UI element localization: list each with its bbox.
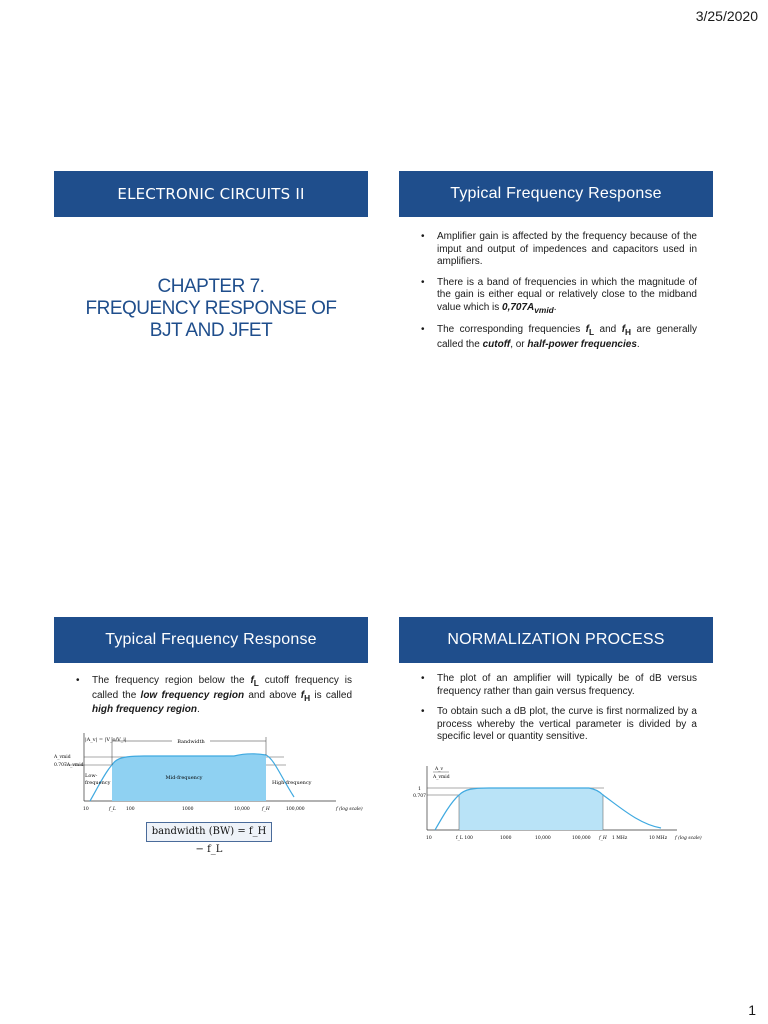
- slide-normalization: [399, 617, 713, 853]
- normalized-response-figure: [399, 760, 713, 844]
- bullet-list: [76, 675, 352, 725]
- passband-fill: [459, 788, 603, 830]
- bandwidth-label: Bandwidth: [177, 739, 205, 745]
- y-axis-label: |A_v| = |V_o/V_i|: [85, 737, 127, 743]
- x-tick-label: 100,000: [572, 836, 591, 841]
- page-number: 1: [748, 1002, 756, 1018]
- x-tick-label: 1 MHz: [612, 836, 628, 841]
- bullet-item: • To obtain such a dB plot, the curve is first normalized by a process whereby the vertical parameter is divided by a specific level or quantity sensitive.: [421, 706, 697, 742]
- x-tick-label: f_L: [109, 807, 116, 812]
- slide-typical-response-1: [399, 171, 713, 407]
- bullet-list: [421, 231, 697, 359]
- slide-typical-response-2: [54, 617, 368, 853]
- x-tick-label: 10,000: [234, 807, 250, 812]
- frequency-response-figure: [54, 727, 368, 817]
- low-frequency-label: frequency: [85, 780, 111, 786]
- slide-header: Typical Frequency Response: [399, 171, 713, 217]
- date-stamp: 3/25/2020: [695, 8, 758, 24]
- bullet-item: • The corresponding frequencies $f_L$ and $f_H$ are generally called the cutoff, or half-power frequencies.: [421, 324, 698, 350]
- bandwidth-formula: bandwidth (BW) = f_H − f_L: [146, 822, 272, 842]
- chapter-line: FREQUENCY RESPONSE OF: [85, 298, 337, 319]
- x-tick-label: f_H: [599, 836, 607, 841]
- x-tick-label: f_H: [262, 807, 270, 812]
- y-axis-label-top: A_v: [435, 767, 444, 772]
- x-axis-label: f (log scale): [336, 807, 363, 812]
- chapter-title: [54, 276, 368, 342]
- y-axis-label-bottom: A_vmid: [433, 775, 450, 780]
- x-tick-label: 1000: [500, 836, 512, 841]
- x-axis-label: f (log scale): [675, 836, 702, 841]
- bullet-item: • Amplifier gain is affected by the frequency because of the imput and output of impedences and capacitors used in amplifiers.: [421, 231, 697, 267]
- x-tick-label: 100,000: [286, 807, 305, 812]
- x-tick-label: 1000: [182, 807, 194, 812]
- x-tick-label: 10,000: [535, 836, 551, 841]
- slide-title: [54, 171, 368, 407]
- slide-header: ELECTRONIC CIRCUITS II: [54, 171, 368, 217]
- x-tick-label: 10: [426, 836, 432, 841]
- y-tick-label: 0.707: [413, 794, 426, 799]
- y-tick-label: 1: [418, 787, 421, 792]
- bullet-item: • The plot of an amplifier will typically be of dB versus frequency rather than gain versus frequency.: [421, 673, 697, 697]
- mid-frequency-label: Mid-frequency: [165, 775, 203, 781]
- x-tick-label: 100: [126, 807, 135, 812]
- chapter-line: BJT AND JFET: [149, 320, 273, 341]
- x-tick-label: 10: [83, 807, 89, 812]
- x-tick-label: 10 MHz: [649, 836, 668, 841]
- high-frequency-label: High-frequency: [272, 780, 312, 786]
- slide-header: NORMALIZATION PROCESS: [399, 617, 713, 663]
- bullet-item: • There is a band of frequencies in which the magnitude of the gain is either equal or relatively close to the midband value which is $0,707A_{vmid}$.: [421, 276, 697, 315]
- x-tick-label: f_L 100: [456, 836, 473, 841]
- y-tick-label: 0.707A_vmid: [54, 763, 84, 768]
- slide-header: Typical Frequency Response: [54, 617, 368, 663]
- y-tick-label: A_vmid: [54, 755, 71, 760]
- bullet-list: [421, 673, 697, 752]
- bullet-item: • The frequency region below the $f_L$ cutoff frequency is called the low frequency region and above $f_H$ is called high frequency region.: [76, 675, 353, 715]
- low-frequency-label: Low-: [85, 773, 98, 779]
- chapter-line: CHAPTER 7.: [157, 276, 265, 297]
